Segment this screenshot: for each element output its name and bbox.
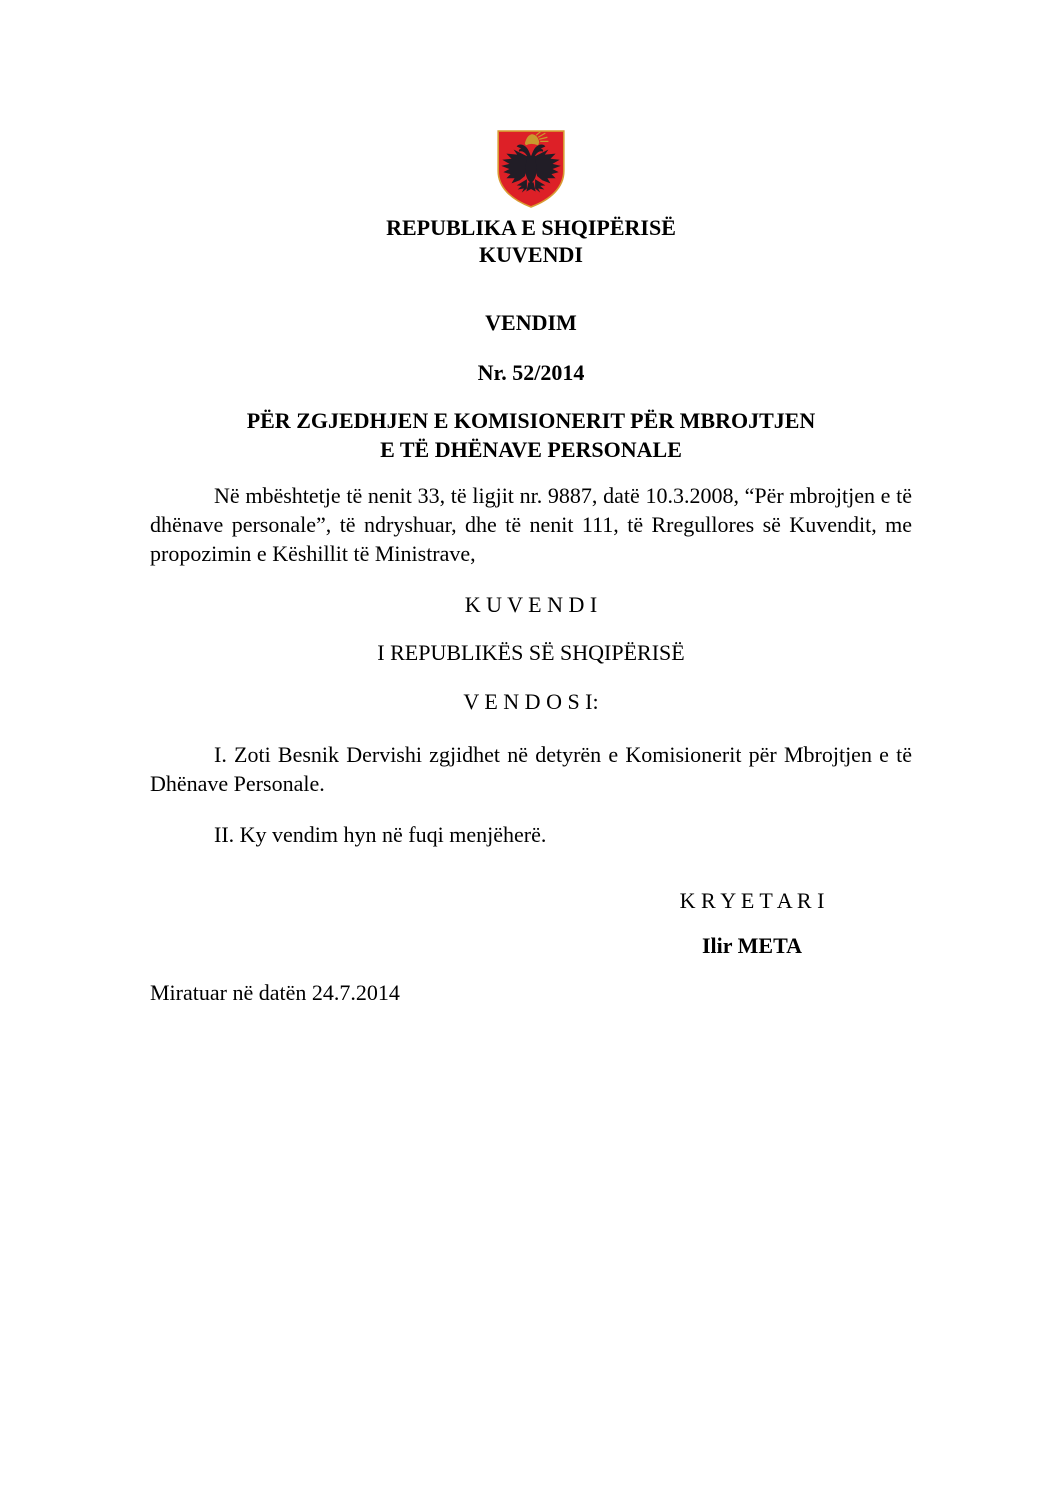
signature-block [602,886,902,960]
decision-title [150,406,912,464]
document-type-heading: VENDIM [485,310,577,335]
decision-title-line2: E TË DHËNAVE PERSONALE [380,437,682,462]
signature-role: K R Y E T A R I [679,888,825,913]
emblem-container [150,128,912,210]
preamble-paragraph: Në mbështetje të nenit 33, të ligjit nr. 9887, datë 10.3.2008, “Për mbrojtjen e të dhënave personale”, të ndryshuar, dhe të nenit 111, të Rregullores së Kuvendit, me propozimin e Këshillit të Ministrave, [150,483,912,566]
institution-name: KUVENDI [479,242,583,267]
approval-date-line: Miratuar në datën 24.7.2014 [150,980,400,1005]
albania-coat-of-arms-icon [493,128,569,210]
republic-name: REPUBLIKA E SHQIPËRISË [386,215,676,240]
decision-number: Nr. 52/2014 [477,360,585,385]
decision-point-1: I. Zoti Besnik Dervishi zgjidhet në detyrën e Komisionerit për Mbrojtjen e të Dhënave Personale. [150,742,912,796]
mid-heading-kuvendi: K U V E N D I [464,592,598,617]
signature-name: Ilir META [701,933,803,958]
mid-heading-vendosi: V E N D O S I: [463,689,599,714]
decision-title-line1: PËR ZGJEDHJEN E KOMISIONERIT PËR MBROJTJEN [246,408,816,433]
decision-point-2: II. Ky vendim hyn në fuqi menjëherë. [214,822,547,847]
mid-heading-republic: I REPUBLIKËS SË SHQIPËRISË [377,640,685,665]
